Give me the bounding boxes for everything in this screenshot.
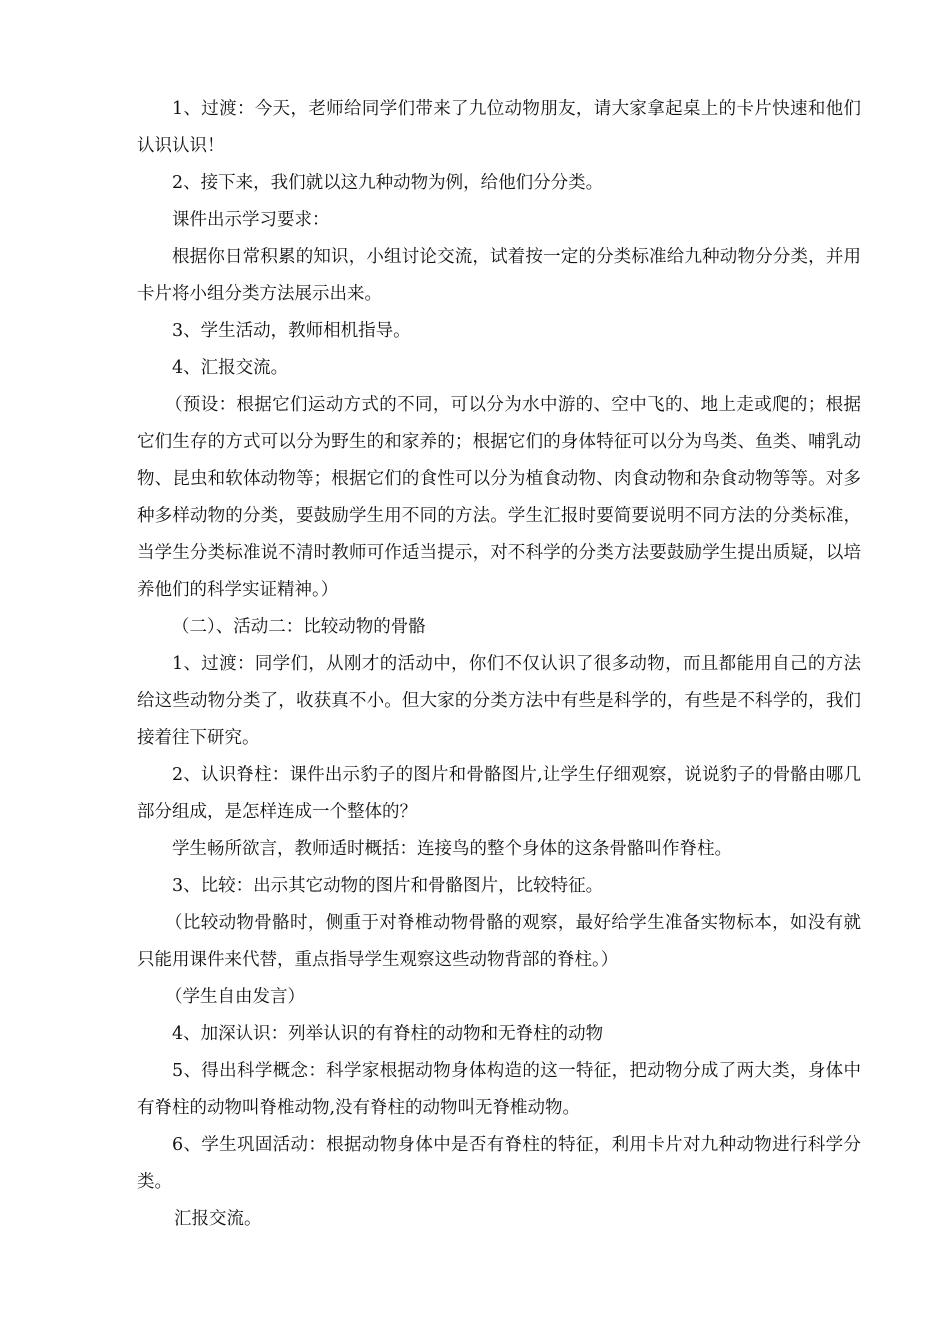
paragraph-classify-intro: 2、接下来，我们就以这九种动物为例，给他们分分类。	[172, 173, 604, 193]
paragraph-free-speech: （学生自由发言）	[165, 987, 305, 1007]
paragraph-transition-two: 1、过渡：同学们，从刚才的活动中，你们不仅认识了很多动物，而且都能用自己的方法给这些动物分类了，收获真不小。但大家的分类方法中有些是科学的，有些是不科学的，我们接着往下研究。	[137, 654, 861, 748]
paragraph-compare-note: （比较动物骨骼时，侧重于对脊椎动物骨骼的观察，最好给学生准备实物标本，如没有就只能用课件来代替，重点指导学生观察这些动物背部的脊柱。）	[137, 913, 861, 970]
paragraph-consolidation: 6、学生巩固活动：根据动物身体中是否有脊柱的特征，利用卡片对九种动物进行科学分类。	[137, 1135, 861, 1192]
paragraph-compare: 3、比较：出示其它动物的图片和骨骼图片，比较特征。	[172, 876, 604, 896]
paragraph-report: 4、汇报交流。	[172, 358, 289, 378]
paragraph-preset-note: （预设：根据它们运动方式的不同，可以分为水中游的、空中飞的、地上走或爬的；根据它们生存的方式可以分为野生的和家养的；根据它们的身体特征可以分为鸟类、鱼类、哺乳动物、昆虫和软体动物等；根据它们的食性可以分为植食动物、肉食动物和杂食动物等等。对多种多样动物的分类，要鼓励学生用不同的方法。学生汇报时要简要说明不同方法的分类标准，当学生分类标准说不清时教师可作适当提示，对不科学的分类方法要鼓励学生提出质疑，以培养他们的科学实证精神。）	[137, 395, 861, 600]
paragraph-requirements-title: 课件出示学习要求：	[172, 210, 330, 230]
paragraph-final-report: 汇报交流。	[174, 1209, 262, 1229]
section-heading-activity-two: （二）、活动二：比较动物的骨骼	[172, 617, 426, 637]
paragraph-deepen: 4、加深认识：列举认识的有脊柱的动物和无脊柱的动物	[172, 1024, 604, 1044]
paragraph-student-discussion: 学生畅所欲言，教师适时概括：连接鸟的整个身体的这条骨骼叫作脊柱。	[172, 839, 732, 859]
paragraph-spine-recognition: 2、认识脊柱：课件出示豹子的图片和骨骼图片,让学生仔细观察，说说豹子的骨骼由哪几部分组成，是怎样连成一个整体的？	[137, 765, 861, 822]
paragraph-requirements-body: 根据你日常积累的知识，小组讨论交流，试着按一定的分类标准给九种动物分分类，并用卡片将小组分类方法展示出来。	[137, 247, 861, 304]
paragraph-transition-intro: 1、过渡：今天，老师给同学们带来了九位动物朋友，请大家拿起桌上的卡片快速和他们认识认识！	[137, 99, 861, 156]
paragraph-scientific-concept: 5、得出科学概念：科学家根据动物身体构造的这一特征，把动物分成了两大类，身体中有脊柱的动物叫脊椎动物,没有脊柱的动物叫无脊椎动物。	[137, 1061, 861, 1118]
paragraph-student-activity: 3、学生活动，教师相机指导。	[172, 321, 411, 341]
